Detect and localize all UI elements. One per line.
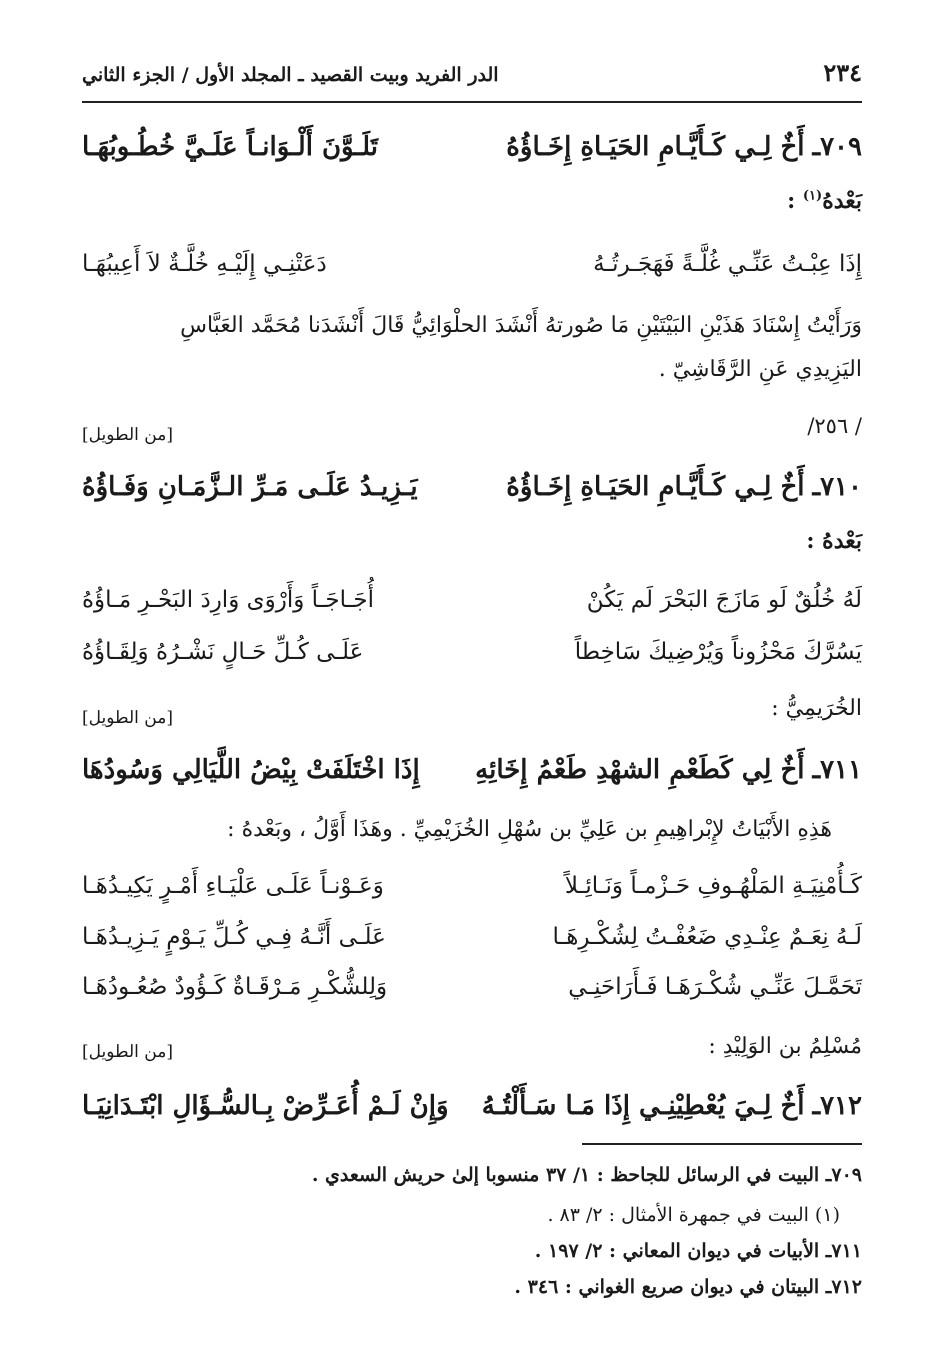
hemistich-first: أَخٌ لِـي كَـأَيَّـامِ الحَيَـاةِ إِخَـاؤُهُ bbox=[506, 472, 805, 502]
hemistich-first: لَهُ خُلُقٌ لَو مَازَجَ البَحْرَ لَم يَكُنْ bbox=[586, 587, 862, 613]
after-colon: : bbox=[787, 188, 796, 214]
hemistich-second: عَلَـى أَنَّـهُ فِـي كُـلِّ يَـوْمٍ يَـزِيـدُهَـا bbox=[82, 924, 386, 950]
verse-710-continuation-1 bbox=[82, 576, 862, 624]
hemistich-first: أَخٌ لِـي كَـأَيَّـامِ الحَيَـاةِ إِخَـاؤُهُ bbox=[506, 132, 805, 162]
meter-label: [من الطويل] bbox=[82, 1042, 173, 1062]
hemistich-first: لَـهُ نِعَـمٌ عِنْـدِي ضَعُفْـتُ لِشُكْـرِهَـا bbox=[552, 924, 862, 950]
poet-name: مُسْلِمُ بن الوَلِيْدِ : bbox=[708, 1034, 862, 1059]
hemistich-second: إِذَا اخْتَلَفَتْ بِيْضُ اللَّيَالِي وَسُودُهَا bbox=[82, 755, 420, 785]
hemistich-first: كَـأُمْنِيَـةِ المَلْهُـوفِ حَـزْمـاً وَنَـائِـلاً bbox=[564, 873, 862, 899]
verse-710-continuation-2 bbox=[82, 628, 862, 676]
hemistich-first: يَسُرَّكَ مَحْزُوناً وَيُرْضِيكَ سَاخِطاً bbox=[574, 639, 862, 665]
verse-711-continuation-3 bbox=[82, 963, 862, 1011]
hemistich-second: وَعَـوْنـاً عَلَـى عَلْيَـاءِ أَمْـرٍ يَكِيـدُهَـا bbox=[82, 873, 384, 899]
isnad-prose-line-1: وَرَأَيْتُ إِسْنَادَ هَذَيْنِ البَيْتَيْنِ مَا صُورتهُ أَنْشَدَ الحلْوَائِيُّ قَالَ أَنْشَدَنا مُحَمَّد العَبَّاسِ bbox=[180, 313, 862, 338]
book-page bbox=[82, 0, 862, 1369]
hemistich-second: يَـزِيـدُ عَلَـى مَـرِّ الـزَّمَـانِ وَفَـاؤُهُ bbox=[82, 472, 418, 502]
after-label: بَعْدهُ : bbox=[806, 528, 862, 554]
footnote-marker: (١) bbox=[802, 188, 823, 204]
verse-711-continuation-2 bbox=[82, 913, 862, 961]
hemistich-first: أَخٌ لِـيَ يُعْطِيْنِـي إِذَا مَـا سَـأَلْتُـهُ bbox=[481, 1091, 805, 1121]
hemistich-second: تَلَـوَّنَ أَلْـوَانـاً عَلَـيَّ خُطُـوبُهَـا bbox=[82, 132, 378, 162]
verse-number: ٧١١ـ bbox=[812, 755, 862, 785]
meter-label: [من الطويل] bbox=[82, 425, 173, 445]
verse-712 bbox=[82, 1082, 862, 1130]
hemistich-first: أَخٌ لِي كَطَعْمِ الشهْدِ طَعْمُ إِخَائِهِ bbox=[475, 755, 805, 785]
after-label bbox=[82, 188, 862, 214]
verse-710 bbox=[82, 463, 862, 511]
page-number: ٢٣٤ bbox=[823, 58, 862, 87]
footnote-709: ٧٠٩ـ البيت في الرسائل للجاحظ : ١/ ٣٧ منسوبا إلىٰ حريش السعدي . bbox=[311, 1164, 862, 1186]
after-word: بَعْدهُ bbox=[822, 188, 862, 214]
page-header bbox=[82, 56, 862, 96]
meter-label: [من الطويل] bbox=[82, 708, 173, 728]
isnad-prose-line-2: اليَزِيدِي عَنِ الرَّقَاشِيّ . bbox=[658, 357, 862, 382]
footnote-712: ٧١٢ـ البيتان في ديوان صريع الغواني : ٣٤٦ . bbox=[514, 1276, 862, 1298]
hemistich-second: دَعَتْنِـي إِلَيْـهِ خُلَّـةٌ لاَ أَعِيبُهَـا bbox=[82, 251, 327, 277]
verse-number: ٧١٠ـ bbox=[812, 472, 862, 502]
manuscript-reference: / ٢٥٦/ bbox=[807, 414, 862, 438]
verse-709 bbox=[82, 123, 862, 171]
verse-711-continuation-1 bbox=[82, 862, 862, 910]
hemistich-second: عَلَـى كُـلِّ حَـالٍ نَشْـرُهُ وَلِقَـاؤُهُ bbox=[82, 639, 364, 665]
verse-711 bbox=[82, 746, 862, 794]
intro-prose: هَذِهِ الأَبْيَاتُ لإِبْراهِيمِ بن عَلِيِّ بن سُهْلِ الخُزَيْمِيِّ . وهَذَا أَوَّلُ ، وبَعْدهُ : bbox=[227, 817, 832, 842]
verse-709-continuation bbox=[82, 240, 862, 288]
hemistich-second: وَإِنْ لَـمْ أُعَـرِّضْ بِـالسُّـؤَالِ ابْتَـدَانِيَـا bbox=[82, 1091, 449, 1121]
hemistich-first: تَحَمَّـلَ عَنِّـي شُكْـرَهَـا فَـأَرَاحَنِـي bbox=[568, 974, 862, 1000]
footnote-711: ٧١١ـ الأبيات في ديوان المعاني : ٢/ ١٩٧ . bbox=[534, 1240, 862, 1262]
header-rule bbox=[82, 101, 862, 103]
hemistich-first: إِذَا عِبْـتُ عَنِّـي غُلَّـةً فَهَجَـرتُـهُ bbox=[593, 251, 862, 277]
verse-number: ٧٠٩ـ bbox=[812, 132, 862, 162]
verse-number: ٧١٢ـ bbox=[812, 1091, 862, 1121]
running-title: الدر الفريد وبيت القصيد ـ المجلد الأول / الجزء الثاني bbox=[82, 64, 499, 86]
poet-name: الخُرَيمِيُّ : bbox=[771, 696, 862, 721]
footnote-1: (١) البيت في جمهرة الأمثال : ٢/ ٨٣ . bbox=[547, 1204, 840, 1226]
hemistich-second: وَلِلشُّكْـرِ مَـرْقَـاةٌ كَـؤُودٌ صُعُـودُهَـا bbox=[82, 974, 388, 1000]
footnote-rule bbox=[582, 1143, 862, 1145]
hemistich-second: أُجَـاجَـاً وَأَرْوَى وَارِدَ البَحْـرِ مَـاؤُهُ bbox=[82, 587, 374, 613]
